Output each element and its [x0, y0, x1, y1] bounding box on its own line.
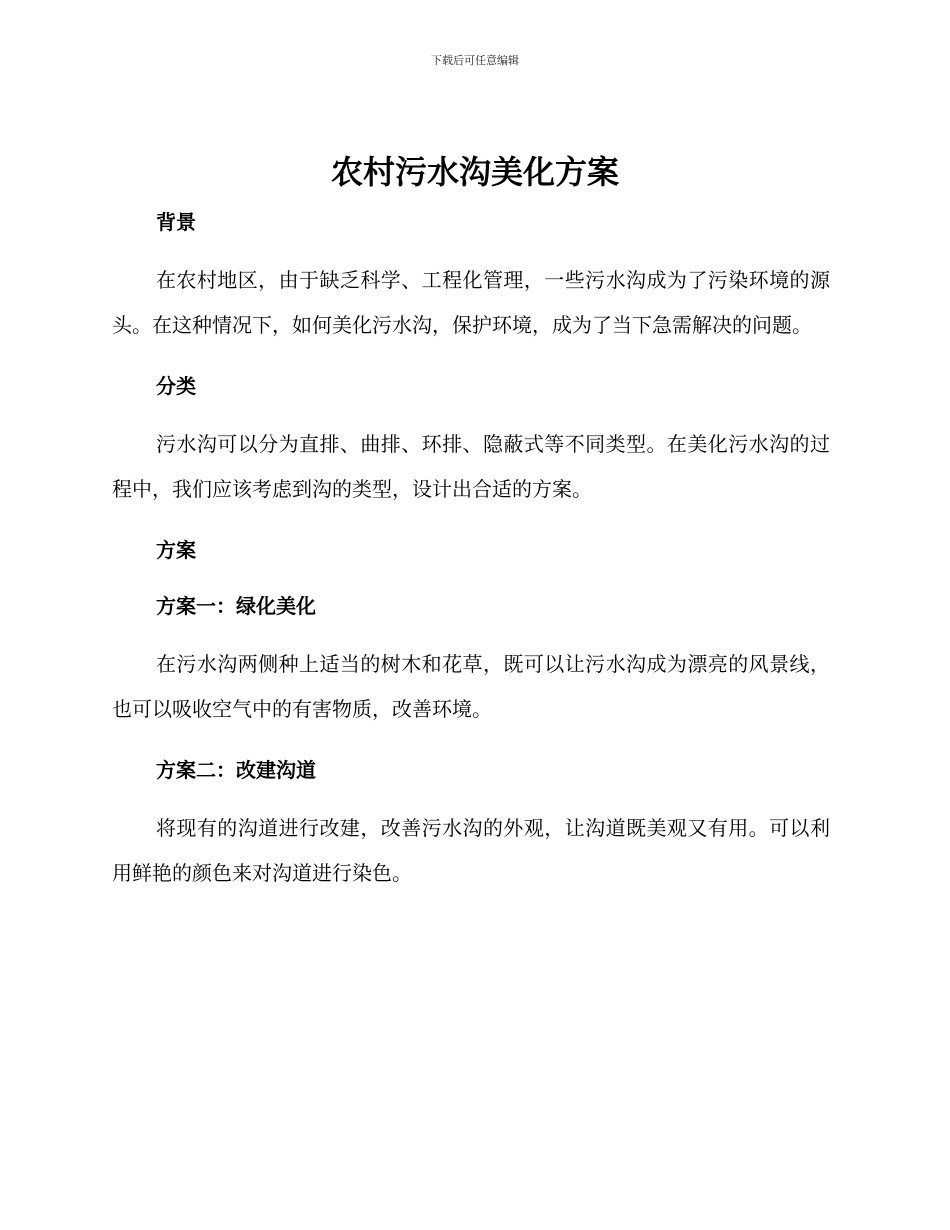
page-header-note: 下载后可任意编辑	[431, 54, 519, 67]
section-paragraph-classification: 污水沟可以分为直排、曲排、环排、隐蔽式等不同类型。在美化污水沟的过程中，我们应该考虑到沟的类型，设计出合适的方案。	[112, 432, 830, 501]
section-paragraph-plan-one: 在污水沟两侧种上适当的树木和花草，既可以让污水沟成为漂亮的风景线，也可以吸收空气中的有害物质，改善环境。	[112, 652, 830, 721]
section-heading-plans: 方案	[156, 538, 196, 562]
document-body	[112, 204, 830, 896]
section-paragraph-plan-two: 将现有的沟道进行改建，改善污水沟的外观，让沟道既美观又有用。可以利用鲜艳的颜色来对沟道进行染色。	[112, 816, 830, 885]
section-heading-classification: 分类	[156, 374, 196, 398]
section-heading-plan-two: 方案二：改建沟道	[156, 758, 316, 782]
section-heading-plan-one: 方案一：绿化美化	[156, 594, 316, 618]
document-title: 农村污水沟美化方案	[330, 153, 619, 191]
section-paragraph-background: 在农村地区，由于缺乏科学、工程化管理，一些污水沟成为了污染环境的源头。在这种情况下，如何美化污水沟，保护环境，成为了当下急需解决的问题。	[112, 268, 830, 337]
section-heading-background: 背景	[156, 210, 196, 234]
